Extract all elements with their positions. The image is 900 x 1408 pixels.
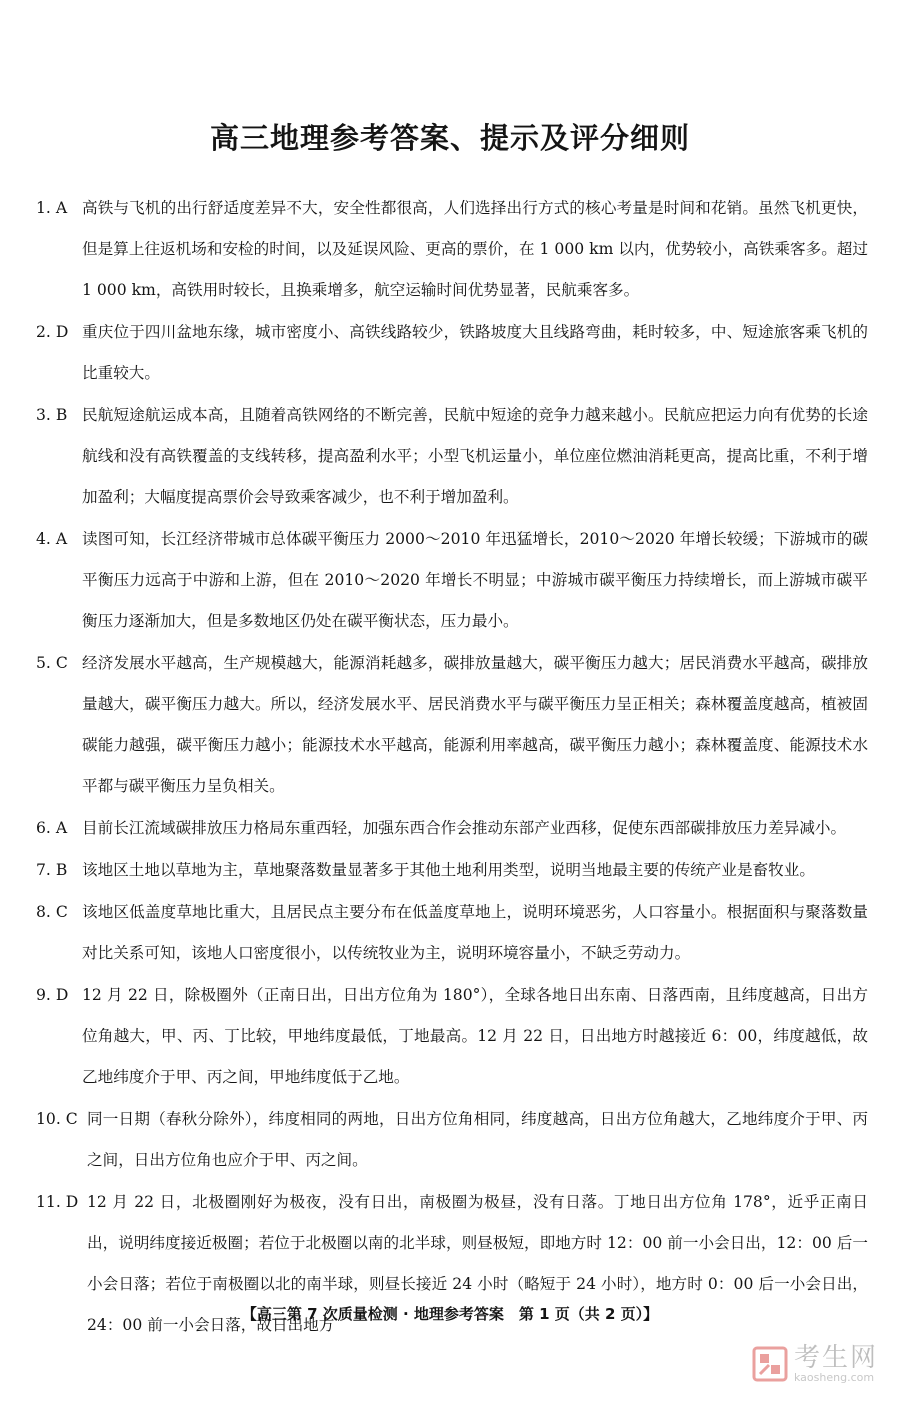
answer-item: [36, 395, 868, 518]
answer-text: 12 月 22 日，北极圈刚好为极夜，没有日出，南极圈为极昼，没有日落。丁地日出方位角 178°，近乎正南日出，说明纬度接近极圈；若位于北极圈以南的北半球，则昼极短，即地方时 12：00 前一小会日出，12：00 后一小会日落；若位于南极圈以北的南半球，则昼长接近 24 小时（略短于 24 小时），地方时 0：00 后一小会日出，24：00 前一小会日落，故日出地方: [87, 1193, 868, 1334]
answer-item: [36, 850, 868, 891]
watermark: [752, 1344, 878, 1384]
answer-text: 重庆位于四川盆地东缘，城市密度小、高铁线路较少，铁路坡度大且线路弯曲，耗时较多，中、短途旅客乘飞机的比重较大。: [82, 323, 868, 382]
answer-text: 高铁与飞机的出行舒适度差异不大，安全性都很高，人们选择出行方式的核心考量是时间和花销。虽然飞机更快，但是算上往返机场和安检的时间，以及延误风险、更高的票价，在 1 000 km 以内，优势较小，高铁乘客多。超过 1 000 km，高铁用时较长，且换乘增多，航空运输时间优势显著，民航乘客多。: [82, 199, 868, 299]
answer-item: [36, 1099, 868, 1181]
answer-text: 同一日期（春秋分除外），纬度相同的两地，日出方位角相同，纬度越高，日出方位角越大，乙地纬度介于甲、丙之间，日出方位角也应介于甲、丙之间。: [87, 1110, 868, 1169]
answer-item: [36, 892, 868, 974]
answer-list: [36, 188, 868, 1347]
kaosheng-logo-icon: [752, 1346, 788, 1382]
answer-item: [36, 643, 868, 807]
answer-item: [36, 188, 868, 311]
answer-number: 4. A: [36, 530, 68, 548]
answer-number: 2. D: [36, 323, 69, 341]
answer-number: 9. D: [36, 986, 69, 1004]
answer-item: [36, 975, 868, 1098]
answer-text: 该地区低盖度草地比重大，且居民点主要分布在低盖度草地上，说明环境恶劣，人口容量小。根据面积与聚落数量对比关系可知，该地人口密度很小，以传统牧业为主，说明环境容量小，不缺乏劳动力。: [82, 903, 868, 962]
answer-item: [36, 312, 868, 394]
answer-number: 1. A: [36, 199, 68, 217]
answer-number: 8. C: [36, 903, 68, 921]
answer-text: 民航短途航运成本高，且随着高铁网络的不断完善，民航中短途的竞争力越来越小。民航应把运力向有优势的长途航线和没有高铁覆盖的支线转移，提高盈利水平；小型飞机运量小，单位座位燃油消耗更高，提高比重，不利于增加盈利；大幅度提高票价会导致乘客减少，也不利于增加盈利。: [82, 406, 868, 506]
answer-number: 7. B: [36, 861, 68, 879]
answer-text: 经济发展水平越高，生产规模越大，能源消耗越多，碳排放量越大，碳平衡压力越大；居民消费水平越高，碳排放量越大，碳平衡压力越大。所以，经济发展水平、居民消费水平与碳平衡压力呈正相关；森林覆盖度越高，植被固碳能力越强，碳平衡压力越小；能源技术水平越高，能源利用率越高，碳平衡压力越小；森林覆盖度、能源技术水平都与碳平衡压力呈负相关。: [82, 654, 868, 795]
answer-text: 12 月 22 日，除极圈外（正南日出，日出方位角为 180°），全球各地日出东南、日落西南，且纬度越高，日出方位角越大，甲、丙、丁比较，甲地纬度最低，丁地最高。12 月 22 日，日出地方时越接近 6：00，纬度越低，故乙地纬度介于甲、丙之间，甲地纬度低于乙地。: [82, 986, 868, 1086]
page-footer: 【高三第 7 次质量检测 · 地理参考答案 第 1 页（共 2 页）】: [241, 1305, 659, 1323]
answer-item: [36, 808, 868, 849]
answer-number: 11. D: [36, 1193, 79, 1211]
page-title: 高三地理参考答案、提示及评分细则: [209, 121, 690, 155]
watermark-name: 考生网: [794, 1343, 879, 1373]
answer-text: 读图可知，长江经济带城市总体碳平衡压力 2000～2010 年迅猛增长，2010～2020 年增长较缓；下游城市的碳平衡压力远高于中游和上游，但在 2010～2020 年增长不明显；中游城市碳平衡压力持续增长，而上游城市碳平衡压力逐渐加大，但是多数地区仍处在碳平衡状态，压力最小。: [82, 530, 868, 630]
watermark-url: kaosheng.com: [794, 1371, 875, 1384]
answer-number: 10. C: [36, 1110, 78, 1128]
answer-text: 该地区土地以草地为主，草地聚落数量显著多于其他土地利用类型，说明当地最主要的传统产业是畜牧业。: [82, 861, 815, 879]
answer-text: 目前长江流域碳排放压力格局东重西轻，加强东西合作会推动东部产业西移，促使东西部碳排放压力差异减小。: [82, 819, 847, 837]
answer-item: [36, 519, 868, 642]
answer-number: 6. A: [36, 819, 68, 837]
answer-number: 3. B: [36, 406, 68, 424]
answer-number: 5. C: [36, 654, 68, 672]
